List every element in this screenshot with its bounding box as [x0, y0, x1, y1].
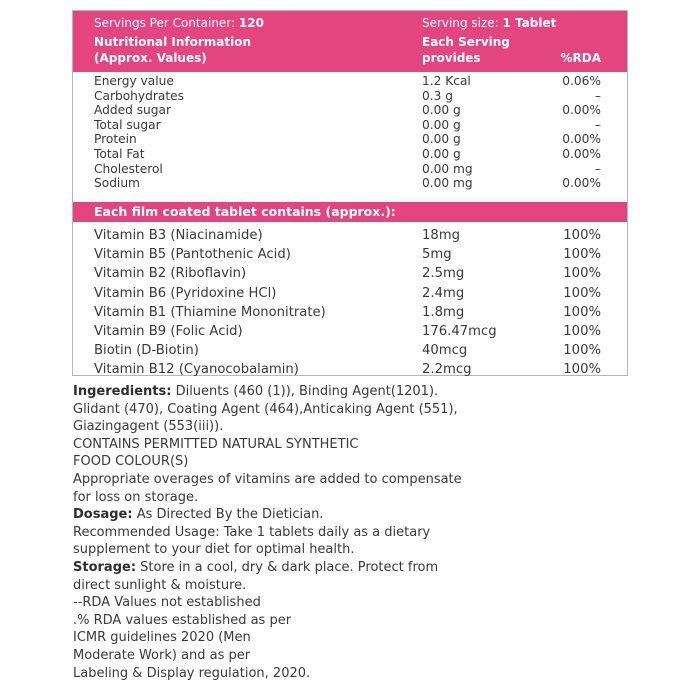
serving-size: Serving size: 1 Tablet: [422, 16, 557, 30]
table-row: Vitamin B6 (Pyridoxine HCl) 2.4mg 100%: [94, 285, 601, 301]
table-row: Total Fat 0.00 g 0.00%: [94, 146, 601, 161]
colour-statement: FOOD COLOUR(S): [73, 454, 189, 470]
storage-line: direct sunlight & moisture.: [73, 577, 247, 593]
usage-line: supplement to your diet for optimal health.: [73, 542, 355, 558]
overage-statement: for loss on storage.: [73, 489, 199, 505]
table-row: Biotin (D-Biotin) 40mcg 100%: [94, 343, 601, 359]
table-row: Vitamin B9 (Folic Acid) 176.47mcg 100%: [94, 323, 601, 339]
vitamin-table: [73, 226, 627, 380]
each-serving-label: Each Serving: [422, 35, 510, 49]
table-row: Added sugar 0.00 g 0.00%: [94, 103, 601, 118]
servings-per-container: Servings Per Container: 120: [94, 16, 264, 30]
rda-note: Moderate Work) and as per: [73, 647, 251, 663]
table-row: Vitamin B5 (Pantothenic Acid) 5mg 100%: [94, 247, 601, 263]
table-row: Vitamin B12 (Cyanocobalamin) 2.2mcg 100%: [94, 362, 601, 378]
nutrition-header: [73, 11, 627, 72]
table-row: Sodium 0.00 mg 0.00%: [94, 176, 601, 191]
ingredients-line: Giazingagent (553(iii)).: [73, 419, 224, 435]
approx-values-label: (Approx. Values): [94, 51, 207, 65]
table-row: Vitamin B3 (Niacinamide) 18mg 100%: [94, 228, 601, 243]
nutrition-panel: [72, 10, 628, 376]
table-row: Energy value 1.2 Kcal 0.06%: [94, 74, 601, 88]
table-row: Carbohydrates 0.3 g –: [94, 88, 601, 103]
table-row: Cholesterol 0.00 mg –: [94, 161, 601, 176]
usage-line: Recommended Usage: Take 1 tablets daily as a dietary: [73, 524, 431, 540]
rda-column-header: %RDA: [560, 51, 601, 65]
table-row: Protein 0.00 g 0.00%: [94, 132, 601, 147]
ingredients-line: Ingeredients: Diluents (460 (1)), Binding Agent(1201).: [73, 384, 439, 399]
rda-note: --RDA Values not established: [73, 595, 261, 611]
provides-label: provides: [422, 51, 481, 65]
nutrition-table: [73, 74, 627, 191]
overage-statement: Appropriate overages of vitamins are added to compensate: [73, 471, 462, 487]
product-information: [73, 383, 633, 682]
colour-statement: CONTAINS PERMITTED NATURAL SYNTHETIC: [73, 436, 359, 452]
storage-line: Storage: Store in a cool, dry & dark place. Protect from: [73, 559, 439, 575]
storage-label: Storage:: [73, 559, 137, 575]
table-row: Vitamin B1 (Thiamine Mononitrate) 1.8mg 100%: [94, 304, 601, 320]
nutritional-information-title: Nutritional Information: [94, 35, 252, 49]
rda-note: Labeling & Display regulation, 2020.: [73, 665, 311, 681]
dosage-line: Dosage: As Directed By the Dietician.: [73, 507, 324, 523]
rda-note: .% RDA values established as per: [73, 612, 292, 628]
table-row: Total sugar 0.00 g –: [94, 117, 601, 132]
ingredients-label: Ingeredients:: [73, 384, 172, 399]
ingredients-line: Glidant (470), Coating Agent (464),Anticaking Agent (551),: [73, 401, 458, 417]
dosage-label: Dosage:: [73, 507, 133, 523]
rda-note: ICMR guidelines 2020 (Men: [73, 630, 251, 646]
table-row: Vitamin B2 (Riboflavin) 2.5mg 100%: [94, 266, 601, 282]
tablet-section-title: Each film coated tablet contains (approx.):: [73, 202, 627, 222]
